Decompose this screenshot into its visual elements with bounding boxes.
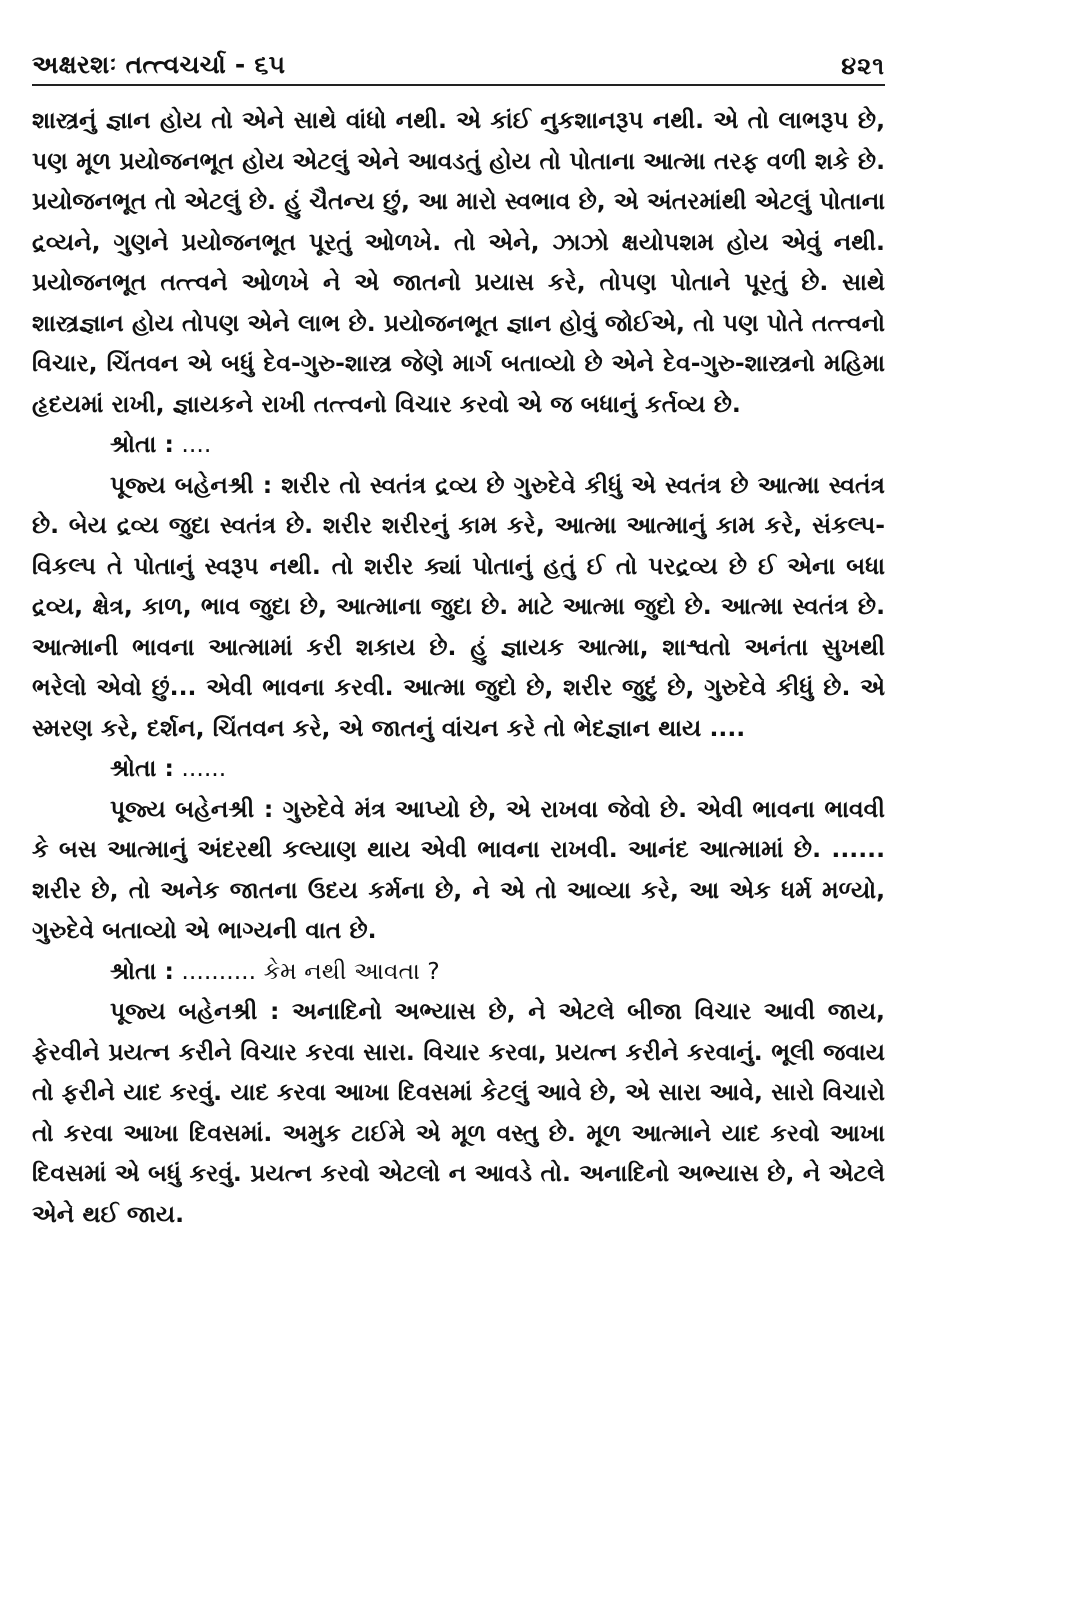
- page-header: [32, 36, 885, 86]
- paragraph-text: શરીર તો સ્વતંત્ર દ્રવ્ય છે ગુરુદેવે કીધું એ સ્વતંત્ર છે આત્મા સ્વતંત્ર છે. બેય દ્રવ્ય જુદા સ્વતંત્ર છે. શરીર શરીરનું કામ કરે, આત્મા આત્માનું કામ કરે, સંકલ્પ-વિકલ્પ તે પોતાનું સ્વરૂપ નથી. તો શરીર ક્યાં પોતાનું હતું ઈ તો પરદ્રવ્ય છે ઈ એના બધા દ્રવ્ય, ક્ષેત્ર, કાળ, ભાવ જુદા છે, આત્માના જુદા છે. માટે આત્મા જુદો છે. આત્મા સ્વતંત્ર છે. આત્માની ભાવના આત્મામાં કરી શકાય છે. હું જ્ઞાયક આત્મા, શાશ્વતો અનંતા સુખથી ભરેલો એવો છું... એવી ભાવના કરવી. આત્મા જુદો છે, શરીર જુદું છે, ગુરુદેવે કીધું છે. એ સ્મરણ કરે, દર્શન, ચિંતવન કરે, એ જાતનું વાંચન કરે તો ભેદજ્ઞાન થાય ....: [32, 470, 885, 742]
- running-title: અક્ષરશઃ તત્ત્વચર્ચા - ૬૫: [32, 50, 286, 79]
- paragraph-text: શાસ્ત્રનું જ્ઞાન હોય તો એને સાથે વાંધો નથી. એ કાંઈ નુકશાનરૂપ નથી. એ તો લાભરૂપ છે, પણ મૂળ પ્રયોજનભૂત હોય એટલું એને આવડતું હોય તો પોતાના આત્મા તરફ વળી શકે છે. પ્રયોજનભૂત તો એટલું છે. હું ચૈતન્ય છું, આ મારો સ્વભાવ છે, એ અંતરમાંથી એટલું પોતાના દ્રવ્યને, ગુણને પ્રયોજનભૂત પૂરતું ઓળખે. તો એને, ઝાઝો ક્ષયોપશમ હોય એવું નથી. પ્રયોજનભૂત તત્ત્વને ઓળખે ને એ જાતનો પ્રયાસ કરે, તોપણ પોતાને પૂરતું છે. સાથે શાસ્ત્રજ્ઞાન હોય તોપણ એને લાભ છે. પ્રયોજનભૂત જ્ઞાન હોવું જોઈએ, તો પણ પોતે તત્ત્વનો વિચાર, ચિંતવન એ બધું દેવ-ગુરુ-શાસ્ત્ર જેણે માર્ગ બતાવ્યો છે એને દેવ-ગુરુ-શાસ્ત્રનો મહિમા હૃદયમાં રાખી, જ્ઞાયકને રાખી તત્ત્વનો વિચાર કરવો એ જ બધાનું કર્તવ્ય છે.: [32, 106, 885, 418]
- page-body: [32, 100, 885, 1234]
- paragraph-text: ....: [173, 430, 212, 458]
- paragraph-text: ......: [173, 754, 227, 782]
- paragraph-text: અનાદિનો અભ્યાસ છે, ને એટલે બીજા વિચાર આવી જાય, ફેરવીને પ્રયત્ન કરીને વિચાર કરવા સારા. વિચાર કરવા, પ્રયત્ન કરીને કરવાનું. ભૂલી જવાય તો ફરીને યાદ કરવું. યાદ કરવા આખા દિવસમાં કેટલું આવે છે, એ સારા આવે, સારો વિચારો તો કરવા આખા દિવસમાં. અમુક ટાઈમે એ મૂળ વસ્તુ છે. મૂળ આત્માને યાદ કરવો આખા દિવસમાં એ બધું કરવું. પ્રયત્ન કરવો એટલો ન આવડે તો. અનાદિનો અભ્યાસ છે, ને એટલે એને થઈ જાય.: [32, 997, 885, 1228]
- speaker-label: શ્રોતા :: [110, 754, 174, 782]
- page-number: ૪૨૧: [841, 52, 885, 80]
- paragraph-listener-question: [32, 748, 885, 789]
- speaker-label: પૂજ્ય બહેનશ્રી :: [110, 794, 274, 823]
- paragraph-intro: [32, 100, 885, 424]
- book-page: [32, 36, 885, 1234]
- paragraph-answer: [32, 465, 885, 749]
- paragraph-answer: [32, 789, 885, 951]
- paragraph-listener-question: [32, 951, 885, 992]
- paragraph-text: .......... કેમ નથી આવતા ?: [173, 956, 440, 985]
- paragraph-text: ગુરુદેવે મંત્ર આપ્યો છે, એ રાખવા જેવો છે. એવી ભાવના ભાવવી કે બસ આત્માનું અંદરથી કલ્યાણ થાય એવી ભાવના રાખવી. આનંદ આત્મામાં છે. ...... શરીર છે, તો અનેક જાતના ઉદય કર્મના છે, ને એ તો આવ્યા કરે, આ એક ધર્મ મળ્યો, ગુરુદેવે બતાવ્યો એ ભાગ્યની વાત છે.: [32, 794, 885, 944]
- speaker-label: પૂજ્ય બહેનશ્રી :: [110, 470, 273, 499]
- speaker-label: શ્રોતા :: [110, 430, 174, 458]
- paragraph-answer: [32, 991, 885, 1234]
- speaker-label: પૂજ્ય બહેનશ્રી :: [110, 997, 280, 1025]
- paragraph-listener-question: [32, 424, 885, 465]
- speaker-label: શ્રોતા :: [110, 956, 174, 985]
